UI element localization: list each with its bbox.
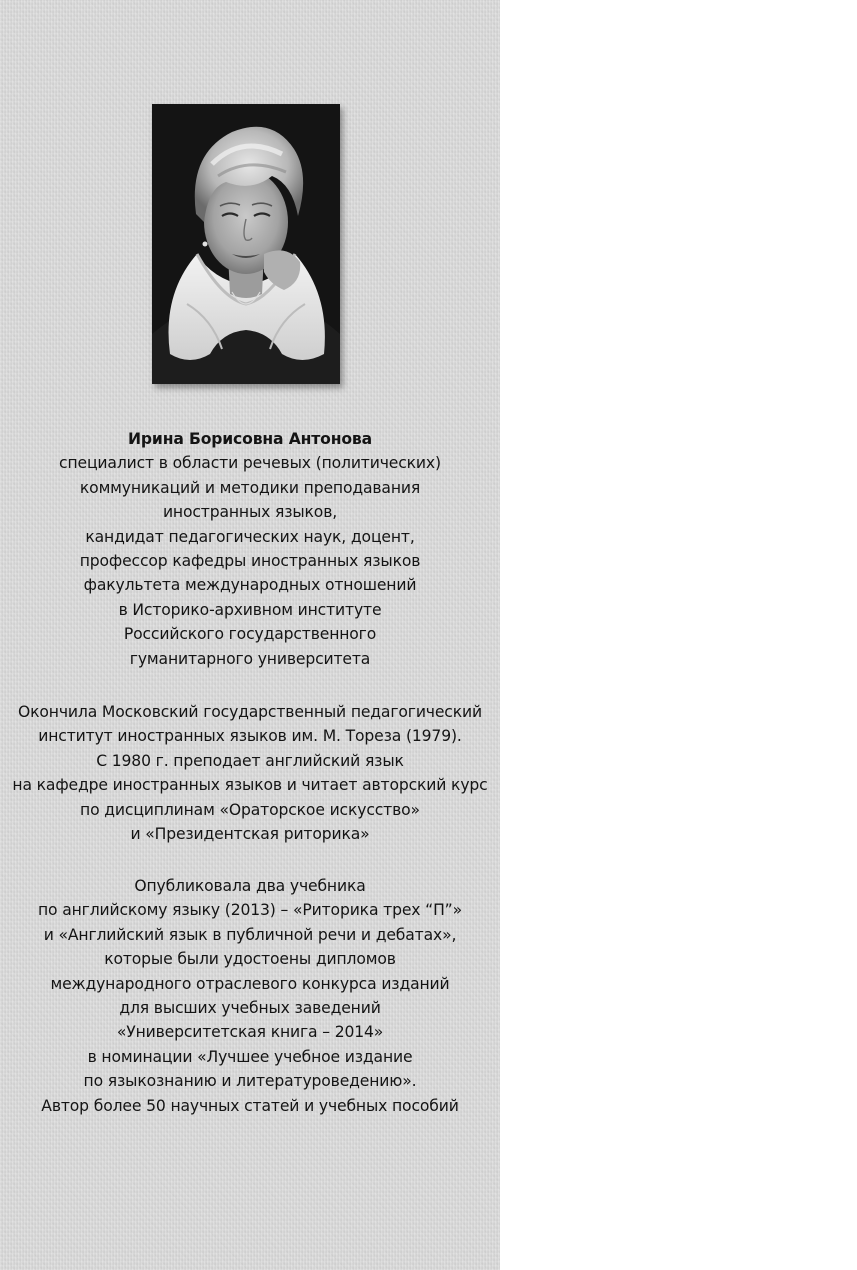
bio-line: иностранных языков, (162, 503, 338, 522)
bio-line: специалист в области речевых (политических) (59, 454, 441, 473)
education-line: и «Президентская риторика» (130, 825, 370, 844)
education-line: С 1980 г. преподает английский язык (96, 751, 404, 770)
bio-line: Российского государственного (123, 625, 377, 644)
publication-line: Автор более 50 научных статей и учебных пособий (41, 1096, 459, 1115)
publication-line: в номинации «Лучшее учебное издание (87, 1047, 413, 1066)
publication-line: для высших учебных заведений (119, 999, 381, 1018)
education-line: институт иностранных языков им. М. Тореза (1979). (38, 727, 462, 746)
publication-line: Опубликовала два учебника (134, 877, 366, 895)
publication-line: и «Английский язык в публичной речи и дебатах», (43, 925, 457, 944)
education-paragraph (0, 700, 500, 846)
education-line: Окончила Московский государственный педагогический (18, 703, 482, 721)
bio-line: кандидат педагогических наук, доцент, (85, 527, 415, 546)
author-portrait (152, 104, 340, 384)
education-line: по дисциплинам «Ораторское искусство» (80, 800, 420, 819)
bio-line: в Историко-архивном институте (118, 600, 382, 619)
education-line: на кафедре иностранных языков и читает авторский курс (12, 776, 488, 795)
bio-line: профессор кафедры иностранных языков (79, 552, 421, 571)
publication-line: по английскому языку (2013) – «Риторика трех “П”» (37, 901, 462, 920)
bio-line: факультета международных отношений (83, 576, 417, 595)
publications-paragraph (0, 874, 500, 1118)
publication-line: международного отраслевого конкурса изданий (50, 974, 450, 993)
author-bio (0, 427, 500, 671)
author-name: Ирина Борисовна Антонова (128, 430, 372, 448)
publication-line: по языкознанию и литературоведению». (83, 1072, 417, 1091)
publication-line: которые были удостоены дипломов (104, 950, 396, 969)
publication-line: «Университетская книга – 2014» (116, 1023, 384, 1042)
bio-line: гуманитарного университета (129, 649, 371, 668)
bio-line: коммуникаций и методики преподавания (79, 478, 421, 497)
